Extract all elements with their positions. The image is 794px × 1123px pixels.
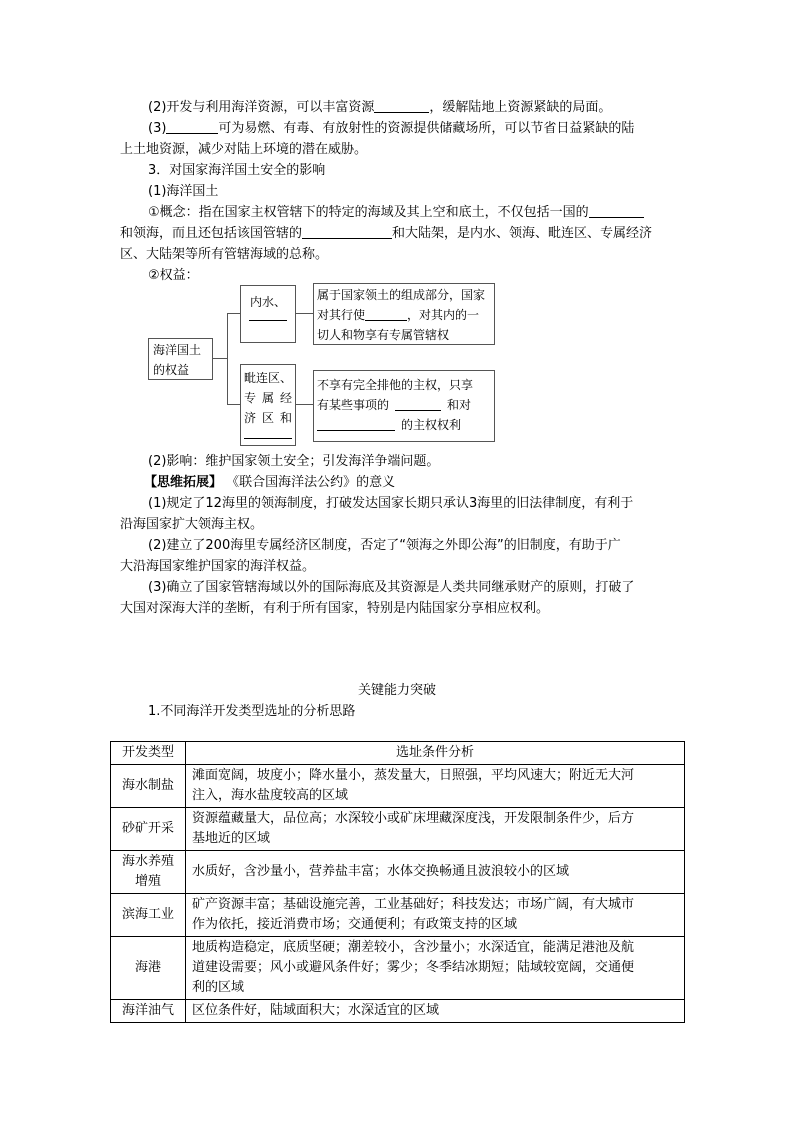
connector	[213, 358, 227, 359]
fill-blank	[395, 397, 441, 411]
table-row	[111, 894, 685, 937]
diagram-bottom-left-box	[240, 364, 296, 446]
expand-item1-line1: (1)规定了12海里的领海制度，打破发达国家长期只承认3海里的旧法律制度，有利于	[148, 496, 634, 511]
row-type	[111, 851, 186, 894]
text: 专属经	[244, 391, 292, 405]
text: 地质构造稳定，底质坚硬；潮差较小，含沙量小；水深适宜，能满足港池及航	[192, 940, 635, 955]
para-resources-line1	[148, 98, 611, 118]
concept-line2	[120, 224, 652, 244]
text: 和大陆架，是内水、领海、毗连区、专属经济	[392, 226, 653, 241]
para-storage-line2: 上土地资源，减少对陆上环境的潜在威胁。	[120, 142, 368, 157]
text: 资源蕴藏量大，品位高；水深较小或矿床埋藏深度浅，开发限制条件少，后方	[192, 811, 635, 826]
sub-title: 1.不同海洋开发类型选址的分析思路	[148, 704, 356, 719]
text: (3)	[148, 121, 167, 136]
expand-heading	[144, 473, 395, 493]
fill-blank	[365, 307, 407, 321]
concept-line1	[148, 203, 644, 223]
text: ，缓解陆地上资源紧缺的局面。	[429, 100, 612, 115]
site-selection-table	[110, 741, 685, 1023]
diagram-top-right-box	[313, 283, 495, 345]
text: 海水养殖	[121, 854, 174, 869]
text: 增殖	[134, 874, 161, 889]
section-heading: 3．对国家海洋国土安全的影响	[148, 163, 326, 178]
text: 作为依托，接近消费市场；交通便利；有政策支持的区域	[192, 917, 518, 932]
table-header: 开发类型	[111, 742, 186, 765]
table-row	[111, 765, 685, 808]
effect-line: (2)影响：维护国家领土安全；引发海洋争端问题。	[148, 454, 440, 469]
concept-line3: 区、大陆架等所有管辖海域的总称。	[120, 247, 329, 262]
text: 和对	[447, 398, 472, 412]
row-type: 滨海工业	[111, 894, 186, 937]
connector	[227, 313, 240, 314]
fill-blank	[374, 98, 429, 113]
row-conditions	[186, 765, 685, 808]
table-row	[111, 808, 685, 851]
fill-blank	[317, 417, 395, 431]
row-conditions: 水质好，含沙量小，营养盐丰富；水体交换畅通且波浪较小的区域	[186, 851, 685, 894]
text: 济区和	[244, 411, 292, 425]
diagram-top-left-box	[240, 285, 296, 343]
table-row	[111, 851, 685, 894]
fill-blank	[589, 203, 644, 218]
expand-title: 《联合国海洋法公约》的意义	[226, 475, 396, 490]
para-storage-line1	[148, 119, 634, 139]
text: 有某些事项的	[317, 398, 390, 412]
subheading-ocean-territory: (1)海洋国土	[148, 184, 219, 199]
text: 可为易燃、有毒、有放射性的资源提供储藏场所，可以节省日益紧缺的陆	[218, 121, 635, 136]
connector	[296, 313, 313, 314]
text: 不享有完全排他的主权，只享	[317, 378, 474, 392]
text: 对其行使	[317, 308, 366, 322]
fill-blank	[244, 438, 292, 439]
expand-item2-line2: 大沿海国家维护国家的海洋权益。	[120, 559, 316, 574]
connector	[227, 313, 228, 404]
text: 海洋国土	[153, 343, 202, 357]
fill-blank	[166, 119, 218, 134]
row-type: 海洋油气	[111, 1000, 186, 1023]
table-header-row	[111, 742, 685, 765]
table-header: 选址条件分析	[186, 742, 685, 765]
section-title: 关键能力突破	[357, 683, 436, 698]
text: 的权益	[153, 363, 190, 377]
text: 注入，海水盐度较高的区域	[192, 788, 349, 803]
fill-blank	[302, 224, 392, 239]
text: 道建设需要；风小或避风条件好；雾少；冬季结冰期短；陆域较宽阔，交通便	[192, 960, 635, 975]
row-type: 海水制盐	[111, 765, 186, 808]
text: 内水、	[249, 295, 286, 309]
text: 和领海，而且还包括该国管辖的	[120, 226, 303, 241]
text: 的主权权利	[401, 418, 462, 432]
expand-tag: 【思维拓展】	[144, 475, 223, 490]
text: 矿产资源丰富；基础设施完善，工业基础好；科技发达；市场广阔，有大城市	[192, 897, 635, 912]
diagram-root-box	[148, 338, 213, 380]
table-row	[111, 937, 685, 1000]
diagram-bottom-right-box	[313, 370, 495, 442]
expand-item2-line1: (2)建立了200海里专属经济区制度，否定了“领海之外即公海”的旧制度，有助于广	[148, 538, 621, 553]
expand-item3-line1: (3)确立了国家管辖海域以外的国际海底及其资源是人类共同继承财产的原则，打破了	[148, 580, 635, 595]
rights-label: ②权益：	[148, 268, 199, 283]
expand-item3-line2: 大国对深海大洋的垄断，有利于所有国家，特别是内陆国家分享相应权利。	[120, 601, 550, 616]
row-conditions	[186, 937, 685, 1000]
row-type: 海港	[111, 937, 186, 1000]
connector	[296, 404, 313, 405]
text: 滩面宽阔，坡度小；降水量小，蒸发量大，日照强，平均风速大；附近无大河	[192, 768, 635, 783]
connector	[227, 404, 240, 405]
text: (2)开发与利用海洋资源，可以丰富资源	[148, 100, 375, 115]
text: 基地近的区域	[192, 831, 271, 846]
row-type: 砂矿开采	[111, 808, 186, 851]
fill-blank	[249, 320, 287, 321]
row-conditions: 区位条件好，陆域面积大；水深适宜的区域	[186, 1000, 685, 1023]
row-conditions	[186, 808, 685, 851]
text: 切人和物享有专属管辖权	[317, 328, 450, 342]
row-conditions	[186, 894, 685, 937]
text: ①概念：指在国家主权管辖下的特定的海域及其上空和底土，不仅包括一国的	[148, 205, 589, 220]
text: 利的区域	[192, 980, 245, 995]
text: 毗连区、	[244, 371, 293, 385]
expand-item1-line2: 沿海国家扩大领海主权。	[120, 517, 264, 532]
text: 属于国家领土的组成部分，国家	[317, 288, 486, 302]
text: ，对其内的一	[407, 308, 480, 322]
table-row	[111, 1000, 685, 1023]
